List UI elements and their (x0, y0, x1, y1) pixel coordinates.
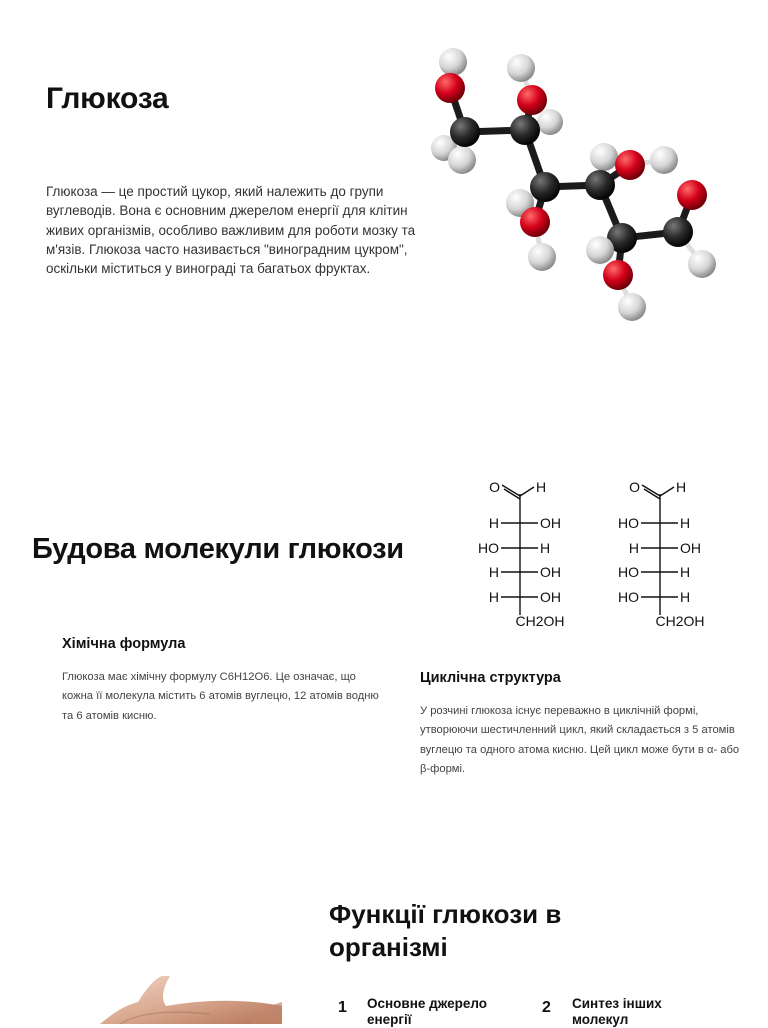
fisher-left-row4-r: OH (540, 589, 561, 605)
fisher-right-top-o: O (629, 479, 640, 495)
fisher-right-row1-l: HO (618, 515, 639, 531)
functions-section-title: Функції глюкози в організмі (329, 899, 562, 962)
formula-card-text: Глюкоза має хімічну формулу C6H12O6. Це означає, що кожна її молекула містить 6 атомів вуглецю, 12 атомів водню та 6 атомів кисню. (62, 671, 379, 722)
fisher-left-row3-r: OH (540, 564, 561, 580)
fisher-left-row3-l: H (488, 564, 499, 580)
fisher-right-row2-l: H (628, 540, 639, 556)
cyclic-card-text: У розчині глюкоза існує переважно в циклічній формі, утворюючи шестичленний цикл, який складається з 5 атомів вуглецю та одного атома кисню. Цей цикл може бути в α- або β-формі. (420, 705, 740, 775)
fisher-left-row2-l: HO (478, 540, 499, 556)
structure-section-title: Будова молекули глюкози (32, 533, 404, 565)
fisher-right-top-h: H (676, 479, 687, 495)
fisher-right-row2-r: OH (680, 540, 701, 556)
fisher-bonds (501, 485, 678, 615)
intro-paragraph: Глюкоза — це простий цукор, який належить до групи вуглеводів. Вона є основним джерелом енергії для клітин живих організмів, особливо важливим для роботи мозку та м'язів. Глюкоза часто називається "виноградним цукром", оскільки міститься у винограді та багатьох фруктах. (46, 184, 416, 277)
function-label-2: Синтез інших молекул (572, 996, 662, 1027)
fisher-right-row3-r: H (680, 564, 691, 580)
page-title: Глюкоза (46, 82, 169, 115)
fisher-right-row1-r: H (680, 515, 691, 531)
fisher-right-row4-l: HO (618, 589, 639, 605)
fisher-left-row1-l: H (488, 515, 499, 531)
fisher-right-bottom: CH2OH (655, 613, 705, 629)
formula-card-title: Хімічна формула (62, 636, 186, 652)
function-number-2: 2 (542, 999, 551, 1016)
hand-photo-image (100, 976, 282, 1024)
glucose-3d-model-image (418, 40, 730, 330)
fisher-projection-diagram (474, 470, 744, 640)
fisher-left-row4-l: H (488, 589, 499, 605)
fisher-left-row2-r: H (540, 540, 551, 556)
fisher-left-top-h: H (536, 479, 547, 495)
fisher-left-row1-r: OH (540, 515, 561, 531)
cyclic-card-title: Циклічна структура (420, 670, 561, 686)
function-label-1: Основне джерело енергії (367, 996, 487, 1027)
fisher-right-row4-r: H (680, 589, 691, 605)
fisher-right-row3-l: HO (618, 564, 639, 580)
fisher-left-bottom: CH2OH (515, 613, 565, 629)
fisher-left-top-o: O (489, 479, 500, 495)
function-number-1: 1 (338, 999, 347, 1016)
